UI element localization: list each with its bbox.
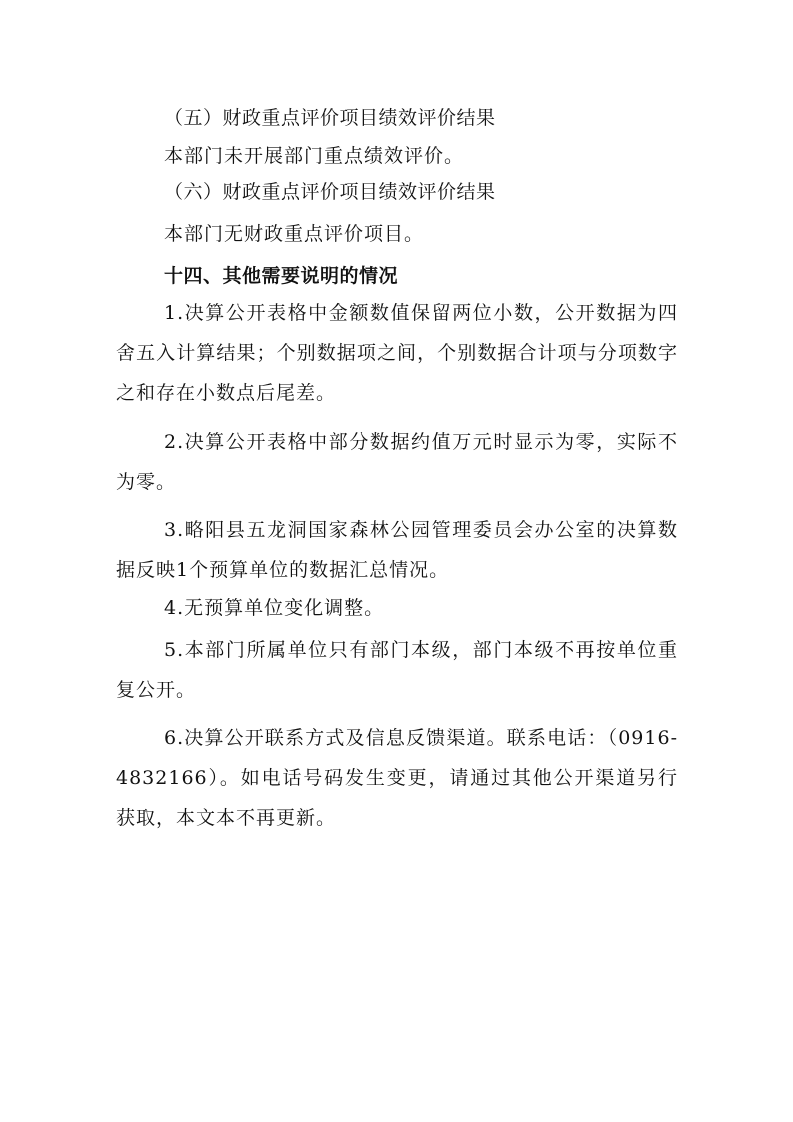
section-six-title: （六）财政重点评价项目绩效评价结果 [164, 181, 496, 203]
note-paragraph-6: 6.决算公开联系方式及信息反馈渠道。联系电话：（0916-4832166）。如电话号码发生变更，请通过其他公开渠道另行获取，本文本不再更新。 [116, 727, 678, 829]
note-paragraph-1: 1.决算公开表格中金额数值保留两位小数，公开数据为四舍五入计算结果；个别数据项之间，个别数据合计项与分项数字之和存在小数点后尾差。 [116, 302, 678, 404]
note-paragraph-2: 2.决算公开表格中部分数据约值万元时显示为零，实际不为零。 [116, 431, 678, 493]
note-paragraph-4: 4.无预算单位变化调整。 [164, 597, 385, 619]
section-six-body: 本部门无财政重点评价项目。 [164, 223, 425, 245]
note-paragraph-3: 3.略阳县五龙洞国家森林公园管理委员会办公室的决算数据反映1个预算单位的数据汇总情况。 [116, 519, 678, 581]
section-five-title: （五）财政重点评价项目绩效评价结果 [164, 107, 496, 129]
section-fourteen-title: 十四、其他需要说明的情况 [164, 265, 399, 287]
section-five-body: 本部门未开展部门重点绩效评价。 [164, 145, 465, 167]
note-paragraph-5: 5.本部门所属单位只有部门本级，部门本级不再按单位重复公开。 [116, 639, 678, 701]
